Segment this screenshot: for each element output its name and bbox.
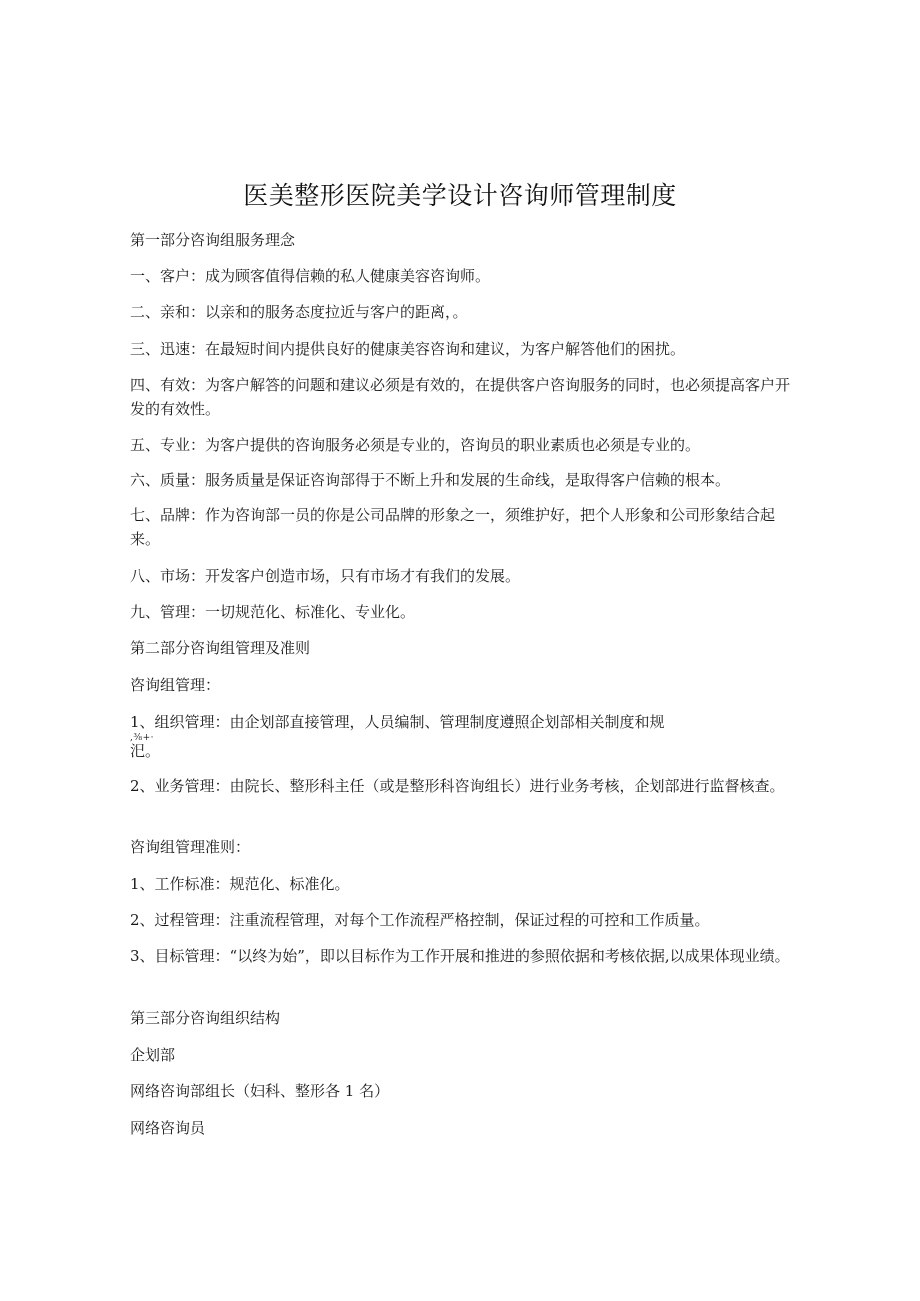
part1-item-8: 八、市场：开发客户创造市场，只有市场才有我们的发展。 bbox=[130, 567, 521, 585]
rule-item-1: 1、工作标准：规范化、标准化。 bbox=[130, 875, 350, 893]
org-item-3: 网络咨询员 bbox=[130, 1119, 206, 1137]
part1-item-9: 九、管理：一切规范化、标准化、专业化。 bbox=[130, 603, 416, 621]
rule-item-3: 3、目标管理：“以终为始”，即以目标作为工作开展和推进的参照依据和考核依据,以成果体现业绩。 bbox=[130, 947, 790, 965]
document-title: 医美整形医院美学设计咨询师管理制度 bbox=[243, 181, 677, 210]
part1-item-1: 一、客户：成为顾客值得信赖的私人健康美容咨询师。 bbox=[130, 267, 491, 285]
management-item-1-cont: 汜。 bbox=[130, 742, 161, 760]
part1-item-6: 六、质量：服务质量是保证咨询部得于不断上升和发展的生命线，是取得客户信赖的根本。 bbox=[130, 471, 731, 489]
management-label: 咨询组管理： bbox=[130, 676, 221, 694]
part3-heading: 第三部分咨询组织结构 bbox=[130, 1009, 281, 1027]
part1-item-7: 七、品牌：作为咨询部一员的你是公司品牌的形象之一，须维护好，把个人形象和公司形象结合起来。 bbox=[130, 506, 776, 548]
part1-item-2: 二、亲和：以亲和的服务态度拉近与客户的距离，。 bbox=[130, 303, 468, 321]
rules-label: 咨询组管理准则： bbox=[130, 838, 251, 856]
rule-item-2: 2、过程管理：注重流程管理，对每个工作流程严格控制，保证过程的可控和工作质量。 bbox=[130, 911, 710, 929]
part1-item-4: 四、有效：为客户解答的问题和建议必须是有效的，在提供客户咨询服务的同时，也必须提高客户开发的有效性。 bbox=[130, 376, 791, 418]
part2-heading: 第二部分咨询组管理及准则 bbox=[130, 639, 311, 657]
management-item-1-garbled: ,⅜+· bbox=[130, 733, 154, 743]
management-item-1 bbox=[130, 710, 790, 759]
management-item-1-main: 1、组织管理：由企划部直接管理，人员编制、管理制度遵照企划部相关制度和规 bbox=[130, 713, 665, 731]
part1-item-3: 三、迅速：在最短时间内提供良好的健康美容咨询和建议，为客户解答他们的困扰。 bbox=[130, 340, 686, 358]
org-item-1: 企划部 bbox=[130, 1046, 176, 1064]
part1-item-5: 五、专业：为客户提供的咨询服务必须是专业的，咨询员的职业素质也必须是专业的。 bbox=[130, 436, 701, 454]
org-item-2: 网络咨询部组长（妇科、整形各 1 名） bbox=[130, 1082, 390, 1100]
part1-heading: 第一部分咨询组服务理念 bbox=[130, 231, 296, 249]
management-item-2: 2、业务管理：由院长、整形科主任（或是整形科咨询组长）进行业务考核，企划部进行监督核查。 bbox=[130, 777, 785, 795]
